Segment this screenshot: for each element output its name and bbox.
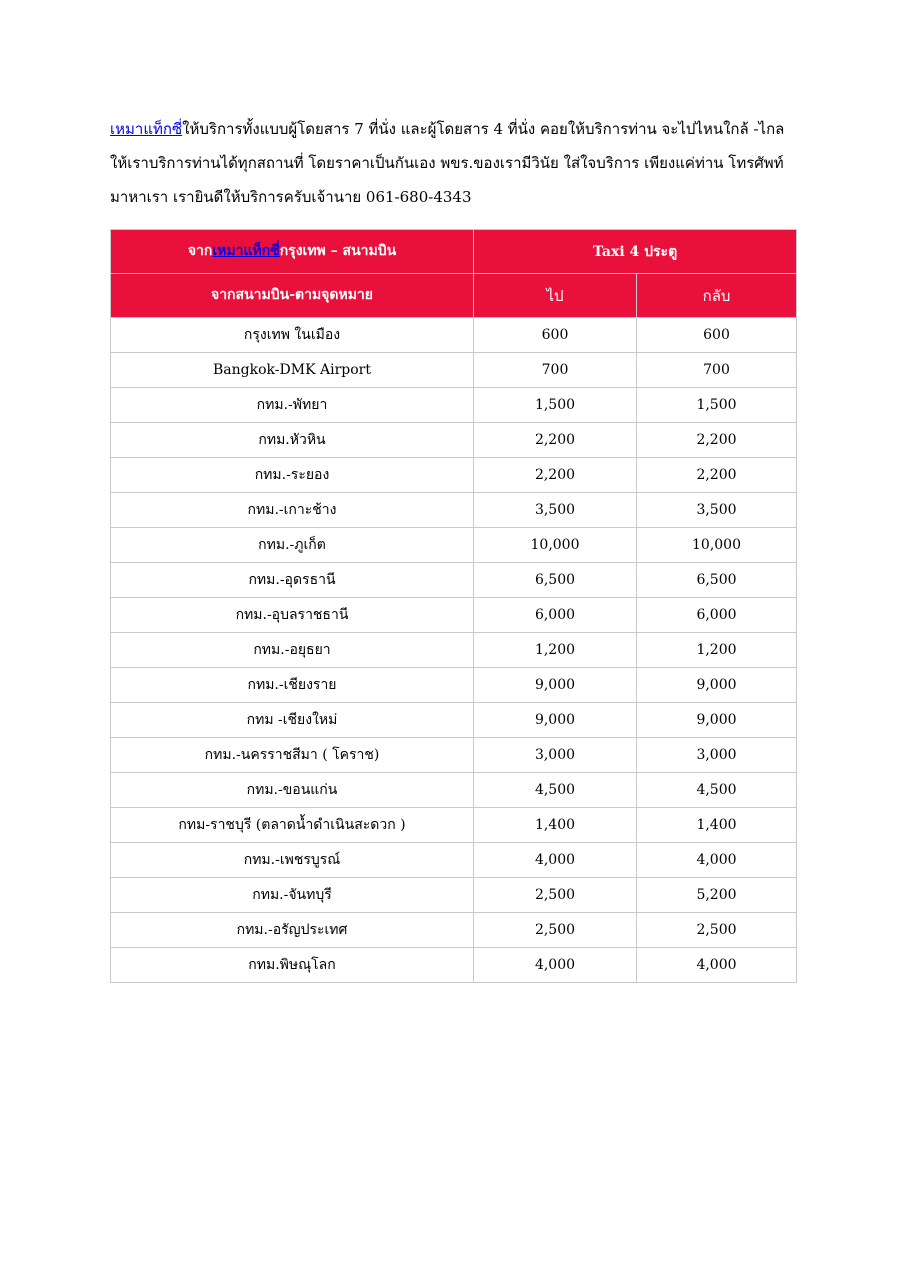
route-cell: กทม.-พัทยา: [111, 388, 474, 423]
taxi-rates-table: [110, 229, 797, 983]
return-price-cell: 6,500: [637, 563, 797, 598]
table-row: [111, 458, 797, 493]
table-row: [111, 808, 797, 843]
table-row: [111, 598, 797, 633]
table-row: [111, 318, 797, 353]
origin-suffix: กรุงเทพ – สนามบิน: [279, 243, 397, 259]
origin-prefix: จาก: [187, 243, 213, 259]
origin-taxi-link[interactable]: เหมาแท็กซี่: [212, 243, 280, 259]
go-price-cell: 3,000: [474, 738, 637, 773]
return-price-cell: 4,000: [637, 843, 797, 878]
table-row: [111, 493, 797, 528]
return-column-header: กลับ: [637, 274, 797, 318]
go-price-cell: 1,400: [474, 808, 637, 843]
route-cell: กทม.-เกาะช้าง: [111, 493, 474, 528]
taxi-group-header: Taxi 4 ประตู: [474, 230, 797, 274]
table-row: [111, 388, 797, 423]
return-price-cell: 4,000: [637, 948, 797, 983]
return-price-cell: 5,200: [637, 878, 797, 913]
go-price-cell: 2,500: [474, 878, 637, 913]
return-price-cell: 1,200: [637, 633, 797, 668]
go-price-cell: 700: [474, 353, 637, 388]
go-price-cell: 1,500: [474, 388, 637, 423]
route-cell: กทม.-เพชรบูรณ์: [111, 843, 474, 878]
origin-header-cell: [111, 230, 474, 318]
table-row: [111, 843, 797, 878]
route-cell: กทม.หัวหิน: [111, 423, 474, 458]
intro-paragraph: [110, 112, 800, 214]
route-cell: กทม.-นครราชสีมา ( โคราช): [111, 738, 474, 773]
return-price-cell: 700: [637, 353, 797, 388]
go-price-cell: 2,200: [474, 458, 637, 493]
go-price-cell: 3,500: [474, 493, 637, 528]
route-cell: กทม.-อยุธยา: [111, 633, 474, 668]
table-row: [111, 878, 797, 913]
route-cell: กทม.-ระยอง: [111, 458, 474, 493]
route-cell: Bangkok-DMK Airport: [111, 353, 474, 388]
go-price-cell: 9,000: [474, 703, 637, 738]
go-price-cell: 4,000: [474, 948, 637, 983]
route-cell: กทม.-ขอนแก่น: [111, 773, 474, 808]
return-price-cell: 2,500: [637, 913, 797, 948]
route-cell: กทม.-อุดรธานี: [111, 563, 474, 598]
origin-header-line-1: [111, 230, 473, 273]
route-cell: กทม -เชียงใหม่: [111, 703, 474, 738]
return-price-cell: 6,000: [637, 598, 797, 633]
table-row: [111, 423, 797, 458]
intro-text: ให้บริการทั้งแบบผู้โดยสาร 7 ที่นั่ง และผู้โดยสาร 4 ที่นั่ง คอยให้บริการท่าน จะไปไหนใกล้ -ไกล ให้เราบริการท่านได้ทุกสถานที่ โดยราคาเป็นกันเอง พขร.ของเรามีวินัย ใส่ใจบริการ เพียงแค่ท่าน โทรศัพท์มาหาเรา เรายินดีให้บริการครับเจ้านาย 061-680-4343: [110, 120, 785, 206]
table-row: [111, 633, 797, 668]
origin-header-line-2: จากสนามบิน-ตามจุดหมาย: [111, 273, 473, 317]
go-column-header: ไป: [474, 274, 637, 318]
table-row: [111, 773, 797, 808]
return-price-cell: 9,000: [637, 703, 797, 738]
return-price-cell: 2,200: [637, 423, 797, 458]
table-row: [111, 353, 797, 388]
header-row-1: [111, 230, 797, 274]
route-cell: กทม.-อรัญประเทศ: [111, 913, 474, 948]
table-row: [111, 528, 797, 563]
route-cell: กทม.-ภูเก็ต: [111, 528, 474, 563]
go-price-cell: 6,500: [474, 563, 637, 598]
go-price-cell: 4,500: [474, 773, 637, 808]
go-price-cell: 600: [474, 318, 637, 353]
return-price-cell: 10,000: [637, 528, 797, 563]
table-row: [111, 913, 797, 948]
return-price-cell: 1,500: [637, 388, 797, 423]
return-price-cell: 2,200: [637, 458, 797, 493]
table-row: [111, 668, 797, 703]
go-price-cell: 6,000: [474, 598, 637, 633]
table-header: [111, 230, 797, 318]
table-row: [111, 948, 797, 983]
route-cell: กทม.-อุบลราชธานี: [111, 598, 474, 633]
go-price-cell: 2,200: [474, 423, 637, 458]
table-row: [111, 563, 797, 598]
route-cell: กทม.-จันทบุรี: [111, 878, 474, 913]
table-row: [111, 738, 797, 773]
return-price-cell: 600: [637, 318, 797, 353]
return-price-cell: 1,400: [637, 808, 797, 843]
go-price-cell: 10,000: [474, 528, 637, 563]
route-cell: กทม.-เชียงราย: [111, 668, 474, 703]
go-price-cell: 4,000: [474, 843, 637, 878]
return-price-cell: 3,500: [637, 493, 797, 528]
go-price-cell: 9,000: [474, 668, 637, 703]
table-row: [111, 703, 797, 738]
return-price-cell: 3,000: [637, 738, 797, 773]
go-price-cell: 1,200: [474, 633, 637, 668]
intro-taxi-link[interactable]: เหมาแท็กซี่: [110, 120, 183, 138]
route-cell: กรุงเทพ ในเมือง: [111, 318, 474, 353]
return-price-cell: 9,000: [637, 668, 797, 703]
return-price-cell: 4,500: [637, 773, 797, 808]
route-cell: กทม-ราชบุรี (ตลาดน้ำดำเนินสะดวก ): [111, 808, 474, 843]
go-price-cell: 2,500: [474, 913, 637, 948]
route-cell: กทม.พิษณุโลก: [111, 948, 474, 983]
table-body: [111, 318, 797, 983]
